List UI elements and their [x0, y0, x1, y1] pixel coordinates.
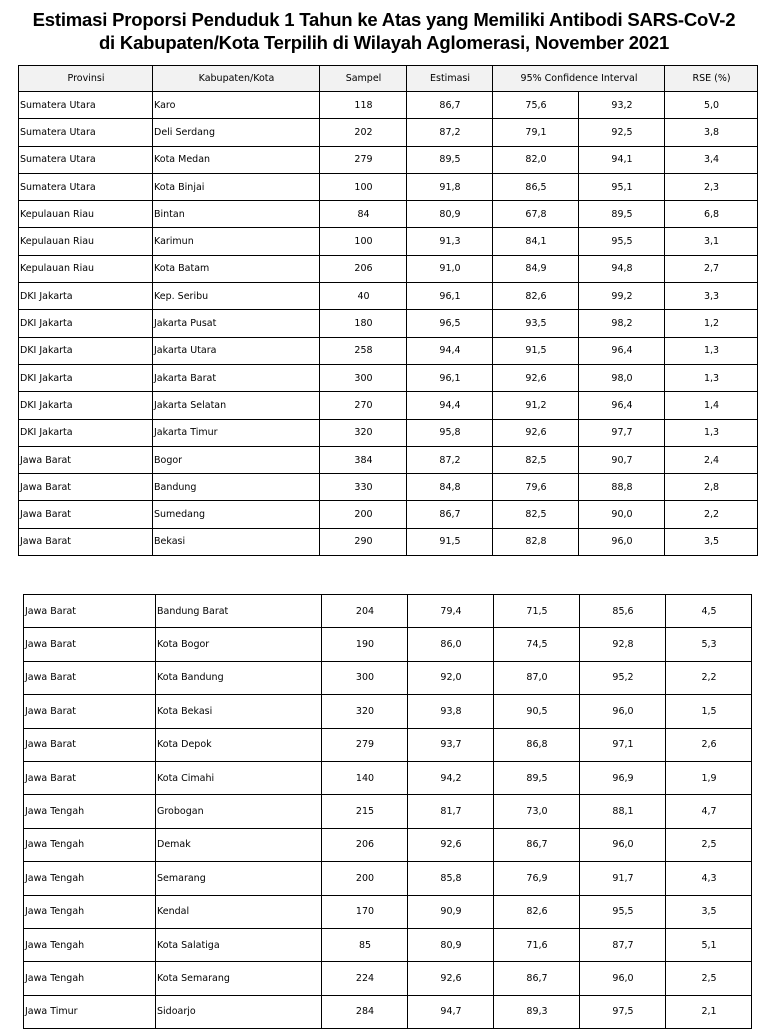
- cell-sampel: 258: [320, 337, 407, 364]
- cell-provinsi: Jawa Barat: [24, 695, 156, 728]
- cell-ci-lower: 75,6: [493, 92, 579, 119]
- cell-ci-upper: 96,0: [580, 962, 666, 995]
- cell-ci-upper: 94,1: [579, 146, 665, 173]
- cell-sampel: 320: [322, 695, 408, 728]
- cell-kabupaten-kota: Kota Semarang: [156, 962, 322, 995]
- cell-ci-upper: 92,8: [580, 628, 666, 661]
- cell-kabupaten-kota: Karimun: [153, 228, 320, 255]
- cell-sampel: 170: [322, 895, 408, 928]
- table-row: [24, 595, 752, 628]
- cell-sampel: 40: [320, 283, 407, 310]
- cell-estimasi: 91,0: [407, 255, 493, 282]
- cell-ci-lower: 79,1: [493, 119, 579, 146]
- data-table-2: [23, 594, 752, 1029]
- cell-kabupaten-kota: Kota Medan: [153, 146, 320, 173]
- cell-kabupaten-kota: Bintan: [153, 201, 320, 228]
- cell-ci-upper: 95,5: [579, 228, 665, 255]
- cell-kabupaten-kota: Jakarta Timur: [153, 419, 320, 446]
- cell-provinsi: Jawa Tengah: [24, 895, 156, 928]
- table-row: [24, 661, 752, 694]
- cell-kabupaten-kota: Jakarta Barat: [153, 364, 320, 391]
- cell-estimasi: 96,1: [407, 364, 493, 391]
- cell-sampel: 300: [322, 661, 408, 694]
- cell-ci-upper: 99,2: [579, 283, 665, 310]
- cell-kabupaten-kota: Jakarta Selatan: [153, 392, 320, 419]
- cell-rse: 2,1: [666, 995, 752, 1028]
- cell-sampel: 200: [320, 501, 407, 528]
- table-row: [24, 828, 752, 861]
- cell-estimasi: 85,8: [408, 862, 494, 895]
- table-row: [19, 173, 758, 200]
- cell-ci-upper: 93,2: [579, 92, 665, 119]
- cell-rse: 3,8: [665, 119, 758, 146]
- cell-provinsi: Kepulauan Riau: [19, 255, 153, 282]
- cell-rse: 3,4: [665, 146, 758, 173]
- cell-sampel: 284: [322, 995, 408, 1028]
- cell-ci-lower: 86,7: [494, 962, 580, 995]
- cell-kabupaten-kota: Sumedang: [153, 501, 320, 528]
- cell-estimasi: 91,5: [407, 528, 493, 555]
- table-row: [24, 962, 752, 995]
- cell-sampel: 204: [322, 595, 408, 628]
- cell-ci-lower: 67,8: [493, 201, 579, 228]
- cell-estimasi: 91,3: [407, 228, 493, 255]
- cell-rse: 2,4: [665, 446, 758, 473]
- table-row: [19, 501, 758, 528]
- cell-kabupaten-kota: Kota Bandung: [156, 661, 322, 694]
- cell-rse: 2,2: [666, 661, 752, 694]
- cell-estimasi: 93,8: [408, 695, 494, 728]
- cell-ci-upper: 91,7: [580, 862, 666, 895]
- cell-kabupaten-kota: Kep. Seribu: [153, 283, 320, 310]
- table-row: [19, 419, 758, 446]
- cell-rse: 3,3: [665, 283, 758, 310]
- cell-rse: 6,8: [665, 201, 758, 228]
- header-rse: RSE (%): [665, 66, 758, 92]
- cell-ci-upper: 96,0: [580, 828, 666, 861]
- cell-estimasi: 89,5: [407, 146, 493, 173]
- cell-ci-lower: 92,6: [493, 419, 579, 446]
- cell-sampel: 190: [322, 628, 408, 661]
- table-row: [19, 255, 758, 282]
- cell-estimasi: 86,7: [407, 92, 493, 119]
- cell-ci-lower: 86,5: [493, 173, 579, 200]
- cell-rse: 1,3: [665, 419, 758, 446]
- cell-estimasi: 94,7: [408, 995, 494, 1028]
- cell-rse: 2,2: [665, 501, 758, 528]
- table-row: [19, 228, 758, 255]
- cell-provinsi: Kepulauan Riau: [19, 201, 153, 228]
- table-row: [24, 895, 752, 928]
- cell-ci-lower: 92,6: [493, 364, 579, 391]
- cell-rse: 5,1: [666, 928, 752, 961]
- cell-provinsi: Jawa Barat: [19, 501, 153, 528]
- cell-sampel: 215: [322, 795, 408, 828]
- cell-rse: 2,8: [665, 474, 758, 501]
- cell-estimasi: 86,7: [407, 501, 493, 528]
- cell-estimasi: 96,1: [407, 283, 493, 310]
- cell-provinsi: DKI Jakarta: [19, 310, 153, 337]
- table-header-row: [19, 66, 758, 92]
- title-line-2: di Kabupaten/Kota Terpilih di Wilayah Aglomerasi, November 2021: [98, 32, 670, 53]
- table-row: [19, 119, 758, 146]
- cell-estimasi: 87,2: [407, 446, 493, 473]
- cell-sampel: 290: [320, 528, 407, 555]
- cell-provinsi: DKI Jakarta: [19, 392, 153, 419]
- cell-ci-lower: 90,5: [494, 695, 580, 728]
- cell-provinsi: Sumatera Utara: [19, 146, 153, 173]
- cell-estimasi: 94,4: [407, 392, 493, 419]
- cell-sampel: 118: [320, 92, 407, 119]
- cell-ci-lower: 82,6: [493, 283, 579, 310]
- data-table-1: [18, 65, 758, 556]
- table-row: [19, 364, 758, 391]
- cell-kabupaten-kota: Karo: [153, 92, 320, 119]
- cell-rse: 5,3: [666, 628, 752, 661]
- cell-rse: 4,7: [666, 795, 752, 828]
- cell-estimasi: 80,9: [408, 928, 494, 961]
- cell-ci-lower: 84,9: [493, 255, 579, 282]
- cell-ci-lower: 71,5: [494, 595, 580, 628]
- cell-ci-lower: 91,5: [493, 337, 579, 364]
- cell-ci-upper: 95,5: [580, 895, 666, 928]
- cell-rse: 1,2: [665, 310, 758, 337]
- cell-kabupaten-kota: Grobogan: [156, 795, 322, 828]
- cell-rse: 1,5: [666, 695, 752, 728]
- cell-sampel: 200: [322, 862, 408, 895]
- cell-kabupaten-kota: Kota Binjai: [153, 173, 320, 200]
- cell-ci-lower: 93,5: [493, 310, 579, 337]
- cell-rse: 3,5: [666, 895, 752, 928]
- cell-sampel: 300: [320, 364, 407, 391]
- cell-ci-upper: 94,8: [579, 255, 665, 282]
- cell-ci-upper: 96,0: [579, 528, 665, 555]
- cell-provinsi: Jawa Tengah: [24, 962, 156, 995]
- cell-estimasi: 79,4: [408, 595, 494, 628]
- cell-sampel: 85: [322, 928, 408, 961]
- cell-ci-lower: 84,1: [493, 228, 579, 255]
- table-row: [19, 283, 758, 310]
- cell-provinsi: Jawa Barat: [24, 595, 156, 628]
- cell-ci-upper: 98,0: [579, 364, 665, 391]
- cell-provinsi: Jawa Tengah: [24, 862, 156, 895]
- title-line-1: Estimasi Proporsi Penduduk 1 Tahun ke Atas yang Memiliki Antibodi SARS-CoV-2: [32, 9, 736, 30]
- cell-ci-lower: 87,0: [494, 661, 580, 694]
- table-row: [24, 695, 752, 728]
- cell-kabupaten-kota: Kota Depok: [156, 728, 322, 761]
- cell-provinsi: Jawa Tengah: [24, 928, 156, 961]
- cell-ci-upper: 92,5: [579, 119, 665, 146]
- cell-ci-lower: 91,2: [493, 392, 579, 419]
- cell-sampel: 206: [320, 255, 407, 282]
- cell-ci-upper: 97,5: [580, 995, 666, 1028]
- cell-ci-upper: 87,7: [580, 928, 666, 961]
- cell-sampel: 140: [322, 761, 408, 794]
- cell-rse: 1,3: [665, 337, 758, 364]
- cell-estimasi: 86,0: [408, 628, 494, 661]
- cell-kabupaten-kota: Kota Bekasi: [156, 695, 322, 728]
- cell-kabupaten-kota: Kota Batam: [153, 255, 320, 282]
- cell-estimasi: 93,7: [408, 728, 494, 761]
- cell-kabupaten-kota: Kota Bogor: [156, 628, 322, 661]
- cell-ci-upper: 95,2: [580, 661, 666, 694]
- cell-provinsi: DKI Jakarta: [19, 283, 153, 310]
- cell-sampel: 384: [320, 446, 407, 473]
- table-row: [19, 474, 758, 501]
- cell-ci-lower: 76,9: [494, 862, 580, 895]
- cell-estimasi: 92,6: [408, 828, 494, 861]
- cell-ci-upper: 90,7: [579, 446, 665, 473]
- cell-estimasi: 90,9: [408, 895, 494, 928]
- cell-estimasi: 81,7: [408, 795, 494, 828]
- cell-ci-upper: 96,9: [580, 761, 666, 794]
- cell-provinsi: Jawa Tengah: [24, 828, 156, 861]
- cell-sampel: 100: [320, 228, 407, 255]
- cell-estimasi: 96,5: [407, 310, 493, 337]
- table-row: [19, 146, 758, 173]
- table-row: [19, 310, 758, 337]
- cell-sampel: 206: [322, 828, 408, 861]
- header-confidence-interval: 95% Confidence Interval: [493, 66, 665, 92]
- cell-ci-upper: 95,1: [579, 173, 665, 200]
- cell-provinsi: Jawa Tengah: [24, 795, 156, 828]
- cell-estimasi: 92,6: [408, 962, 494, 995]
- cell-ci-lower: 82,6: [494, 895, 580, 928]
- cell-estimasi: 94,4: [407, 337, 493, 364]
- cell-sampel: 279: [322, 728, 408, 761]
- table-row: [24, 761, 752, 794]
- cell-ci-lower: 74,5: [494, 628, 580, 661]
- cell-rse: 1,3: [665, 364, 758, 391]
- cell-sampel: 224: [322, 962, 408, 995]
- cell-provinsi: Sumatera Utara: [19, 119, 153, 146]
- cell-provinsi: Jawa Barat: [24, 661, 156, 694]
- cell-provinsi: Sumatera Utara: [19, 173, 153, 200]
- cell-kabupaten-kota: Sidoarjo: [156, 995, 322, 1028]
- cell-kabupaten-kota: Bogor: [153, 446, 320, 473]
- cell-estimasi: 94,2: [408, 761, 494, 794]
- cell-sampel: 330: [320, 474, 407, 501]
- cell-ci-lower: 82,0: [493, 146, 579, 173]
- table-row: [19, 446, 758, 473]
- cell-ci-upper: 97,1: [580, 728, 666, 761]
- cell-ci-upper: 96,0: [580, 695, 666, 728]
- cell-kabupaten-kota: Bandung: [153, 474, 320, 501]
- cell-rse: 1,9: [666, 761, 752, 794]
- cell-provinsi: Jawa Barat: [19, 528, 153, 555]
- table-row: [19, 528, 758, 555]
- table-row: [24, 928, 752, 961]
- cell-rse: 3,1: [665, 228, 758, 255]
- cell-ci-upper: 98,2: [579, 310, 665, 337]
- cell-ci-lower: 73,0: [494, 795, 580, 828]
- table-row: [24, 728, 752, 761]
- cell-ci-lower: 71,6: [494, 928, 580, 961]
- cell-rse: 2,6: [666, 728, 752, 761]
- cell-sampel: 180: [320, 310, 407, 337]
- header-kabkota: Kabupaten/Kota: [153, 66, 320, 92]
- cell-kabupaten-kota: Jakarta Utara: [153, 337, 320, 364]
- cell-rse: 1,4: [665, 392, 758, 419]
- cell-provinsi: Jawa Barat: [24, 628, 156, 661]
- cell-provinsi: Jawa Timur: [24, 995, 156, 1028]
- table-row: [19, 337, 758, 364]
- cell-ci-upper: 96,4: [579, 337, 665, 364]
- cell-sampel: 202: [320, 119, 407, 146]
- table-row: [24, 795, 752, 828]
- cell-rse: 5,0: [665, 92, 758, 119]
- cell-ci-upper: 97,7: [579, 419, 665, 446]
- cell-ci-upper: 89,5: [579, 201, 665, 228]
- cell-sampel: 100: [320, 173, 407, 200]
- cell-ci-upper: 88,8: [579, 474, 665, 501]
- cell-provinsi: Jawa Barat: [24, 728, 156, 761]
- cell-ci-lower: 89,5: [494, 761, 580, 794]
- header-provinsi: Provinsi: [19, 66, 153, 92]
- cell-kabupaten-kota: Jakarta Pusat: [153, 310, 320, 337]
- cell-rse: 3,5: [665, 528, 758, 555]
- cell-kabupaten-kota: Kota Salatiga: [156, 928, 322, 961]
- cell-rse: 2,5: [666, 962, 752, 995]
- cell-estimasi: 84,8: [407, 474, 493, 501]
- cell-estimasi: 80,9: [407, 201, 493, 228]
- cell-kabupaten-kota: Bekasi: [153, 528, 320, 555]
- cell-ci-lower: 82,5: [493, 446, 579, 473]
- cell-kabupaten-kota: Kendal: [156, 895, 322, 928]
- cell-ci-lower: 79,6: [493, 474, 579, 501]
- page-title: [0, 8, 768, 54]
- cell-provinsi: DKI Jakarta: [19, 337, 153, 364]
- cell-provinsi: Jawa Barat: [19, 446, 153, 473]
- table-row: [24, 862, 752, 895]
- cell-sampel: 320: [320, 419, 407, 446]
- header-sampel: Sampel: [320, 66, 407, 92]
- cell-kabupaten-kota: Kota Cimahi: [156, 761, 322, 794]
- cell-estimasi: 95,8: [407, 419, 493, 446]
- cell-sampel: 84: [320, 201, 407, 228]
- table-row: [19, 92, 758, 119]
- cell-provinsi: Jawa Barat: [24, 761, 156, 794]
- cell-ci-lower: 82,8: [493, 528, 579, 555]
- table-row: [19, 201, 758, 228]
- cell-provinsi: Jawa Barat: [19, 474, 153, 501]
- cell-rse: 2,3: [665, 173, 758, 200]
- cell-ci-upper: 96,4: [579, 392, 665, 419]
- cell-ci-lower: 89,3: [494, 995, 580, 1028]
- cell-estimasi: 92,0: [408, 661, 494, 694]
- cell-kabupaten-kota: Deli Serdang: [153, 119, 320, 146]
- cell-ci-lower: 82,5: [493, 501, 579, 528]
- cell-ci-lower: 86,8: [494, 728, 580, 761]
- cell-provinsi: Kepulauan Riau: [19, 228, 153, 255]
- cell-ci-upper: 88,1: [580, 795, 666, 828]
- cell-provinsi: DKI Jakarta: [19, 419, 153, 446]
- cell-ci-upper: 90,0: [579, 501, 665, 528]
- cell-kabupaten-kota: Demak: [156, 828, 322, 861]
- cell-provinsi: Sumatera Utara: [19, 92, 153, 119]
- cell-rse: 2,7: [665, 255, 758, 282]
- cell-kabupaten-kota: Semarang: [156, 862, 322, 895]
- cell-sampel: 270: [320, 392, 407, 419]
- cell-rse: 4,5: [666, 595, 752, 628]
- cell-provinsi: DKI Jakarta: [19, 364, 153, 391]
- cell-kabupaten-kota: Bandung Barat: [156, 595, 322, 628]
- table-row: [19, 392, 758, 419]
- cell-estimasi: 87,2: [407, 119, 493, 146]
- cell-rse: 4,3: [666, 862, 752, 895]
- cell-ci-lower: 86,7: [494, 828, 580, 861]
- table-row: [24, 628, 752, 661]
- cell-sampel: 279: [320, 146, 407, 173]
- header-estimasi: Estimasi: [407, 66, 493, 92]
- cell-estimasi: 91,8: [407, 173, 493, 200]
- cell-rse: 2,5: [666, 828, 752, 861]
- cell-ci-upper: 85,6: [580, 595, 666, 628]
